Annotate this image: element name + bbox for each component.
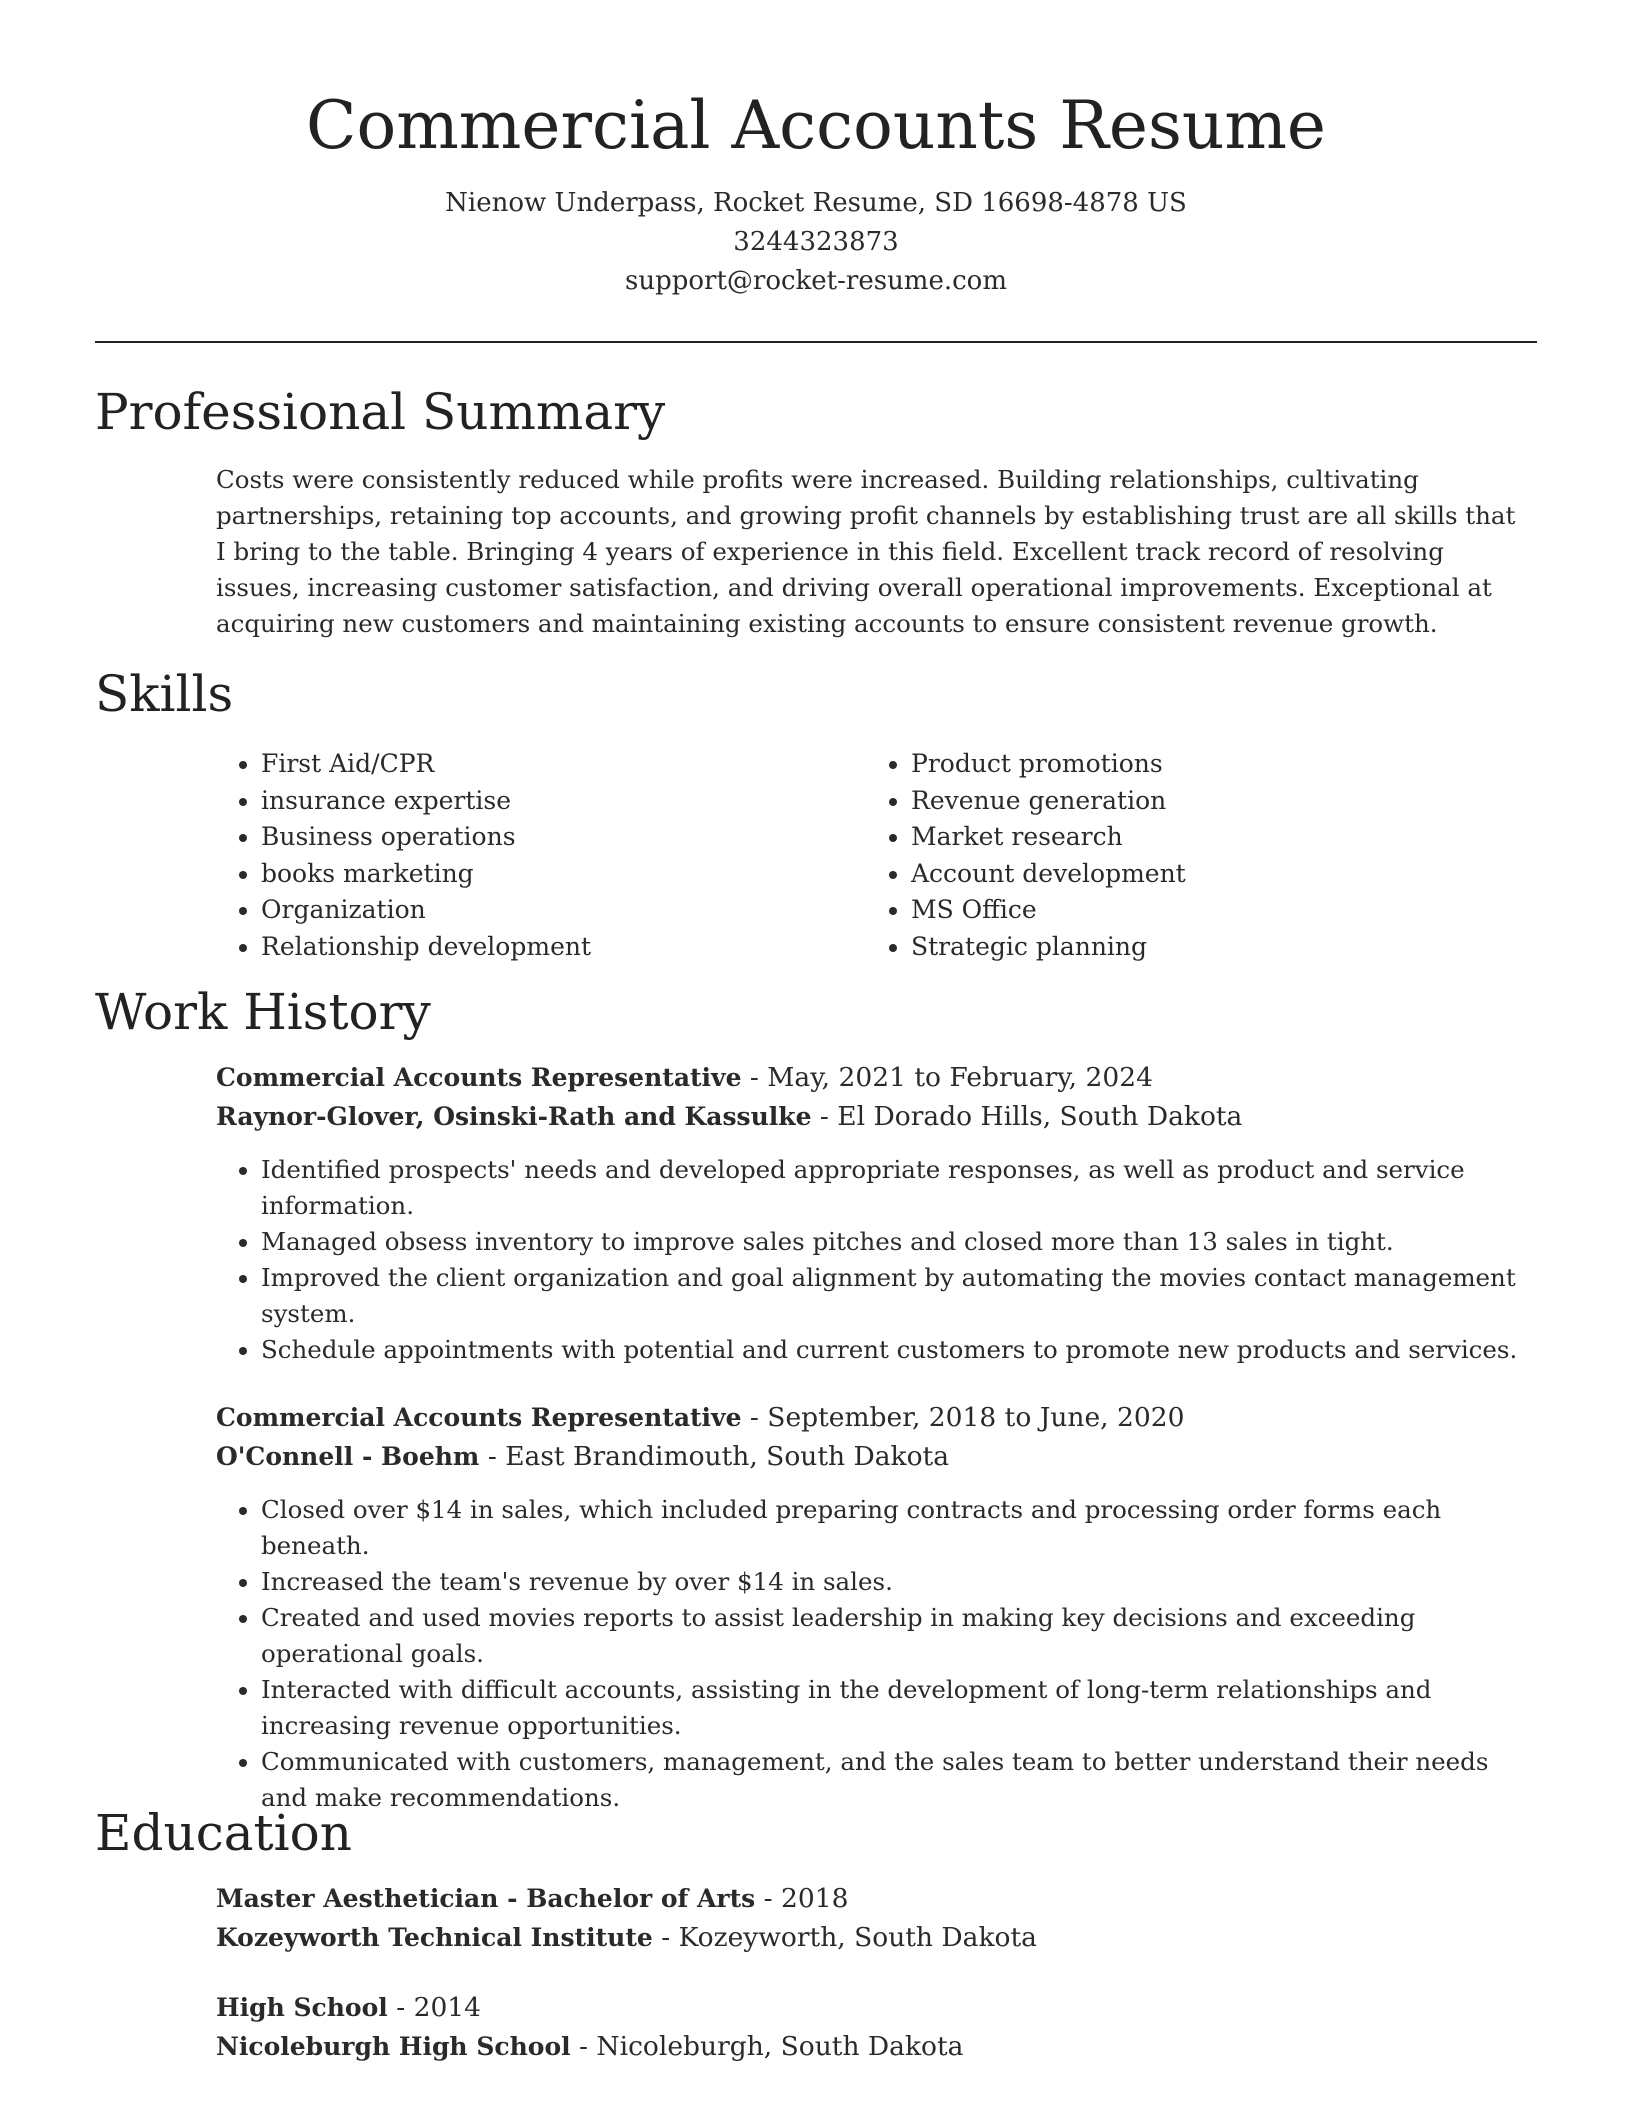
skill-item: • books marketing — [261, 856, 866, 893]
job-duty: • Increased the team's revenue by over $14 in sales. — [261, 1564, 1536, 1600]
education-year: - 2018 — [755, 1883, 849, 1914]
job-title-line — [216, 1058, 1536, 1097]
job-duty: • Closed over $14 in sales, which included preparing contracts and processing order forms each beneath. — [261, 1492, 1536, 1564]
job-duties — [216, 1492, 1536, 1816]
job-duty: • Interacted with difficult accounts, assisting in the development of long-term relationships and increasing revenue opportunities. — [261, 1672, 1536, 1744]
education-location: - Nicoleburgh, South Dakota — [570, 2031, 964, 2062]
job-title: Commercial Accounts Representative — [216, 1403, 742, 1432]
skill-item: • Organization — [261, 892, 866, 929]
job-company: Raynor-Glover, Osinski-Rath and Kassulke — [216, 1102, 812, 1131]
job-entry — [216, 1058, 1536, 1368]
skills-list — [216, 746, 1536, 965]
summary-heading: Professional Summary — [95, 383, 666, 441]
job-title-line — [216, 1398, 1536, 1437]
skill-item: • Market research — [911, 819, 1516, 856]
skills-column-left — [216, 746, 866, 965]
resume-header — [0, 0, 1632, 301]
skill-item: • insurance expertise — [261, 783, 866, 820]
job-duty: • Improved the client organization and goal alignment by automating the movies contact management system. — [261, 1260, 1536, 1332]
job-duties — [216, 1152, 1536, 1368]
skills-column-right — [866, 746, 1516, 965]
job-title: Commercial Accounts Representative — [216, 1063, 742, 1092]
skills-heading: Skills — [95, 665, 234, 723]
summary-text: Costs were consistently reduced while profits were increased. Building relationships, cultivating partnerships, retaining top accounts, and growing profit channels by establishing trust are all skills that I bring to the table. Bringing 4 years of experience in this field. Excellent track record of resolving issues, increasing customer satisfaction, and driving overall operational improvements. Exceptional at acquiring new customers and maintaining existing accounts to ensure consistent revenue growth. — [216, 465, 1516, 638]
resume-title: Commercial Accounts Resume — [305, 87, 1326, 164]
skill-item: • First Aid/CPR — [261, 746, 866, 783]
education-degree-line — [216, 1879, 1536, 1918]
job-location: - East Brandimouth, South Dakota — [479, 1441, 949, 1472]
education-degree-line — [216, 1988, 1536, 2027]
education-location: - Kozeyworth, South Dakota — [652, 1922, 1037, 1953]
skill-item: • Product promotions — [911, 746, 1516, 783]
education-degree: High School — [216, 1993, 388, 2022]
job-company: O'Connell - Boehm — [216, 1442, 480, 1471]
education-heading: Education — [95, 1804, 352, 1862]
job-company-line — [216, 1437, 1536, 1476]
education-school-line — [216, 1918, 1536, 1957]
address-line: Nienow Underpass, Rocket Resume, SD 16698-4878 US — [445, 188, 1187, 218]
job-duty: • Created and used movies reports to assist leadership in making key decisions and exceeding operational goals. — [261, 1600, 1536, 1672]
skill-item: • Business operations — [261, 819, 866, 856]
education-year: - 2014 — [387, 1992, 482, 2023]
education-degree: Master Aesthetician - Bachelor of Arts — [216, 1884, 756, 1913]
work-history-heading: Work History — [95, 983, 431, 1041]
job-entry — [216, 1398, 1536, 1816]
job-dates: - May, 2021 to February, 2024 — [741, 1062, 1153, 1093]
skill-item: • Strategic planning — [911, 929, 1516, 966]
skill-item: • MS Office — [911, 892, 1516, 929]
education-school: Kozeyworth Technical Institute — [216, 1923, 653, 1952]
skill-item: • Account development — [911, 856, 1516, 893]
job-location: - El Dorado Hills, South Dakota — [811, 1101, 1243, 1132]
job-company-line — [216, 1097, 1536, 1136]
job-duty: • Identified prospects' needs and developed appropriate responses, as well as product and service information. — [261, 1152, 1536, 1224]
header-divider — [95, 341, 1537, 343]
education-school-line — [216, 2027, 1536, 2066]
job-duty: • Communicated with customers, management, and the sales team to better understand their needs and make recommendations. — [261, 1744, 1536, 1816]
job-dates: - September, 2018 to June, 2020 — [741, 1402, 1185, 1433]
contact-block — [0, 184, 1632, 301]
job-duty: • Managed obsess inventory to improve sales pitches and closed more than 13 sales in tight. — [261, 1224, 1536, 1260]
education-school: Nicoleburgh High School — [216, 2032, 571, 2061]
education-entry — [216, 1988, 1536, 2066]
phone-number: 3244323873 — [733, 227, 899, 257]
skill-item: • Revenue generation — [911, 783, 1516, 820]
skill-item: • Relationship development — [261, 929, 866, 966]
job-duty: • Schedule appointments with potential and current customers to promote new products and services. — [261, 1332, 1536, 1368]
email-address: support@rocket-resume.com — [624, 266, 1007, 296]
education-entry — [216, 1879, 1536, 1957]
